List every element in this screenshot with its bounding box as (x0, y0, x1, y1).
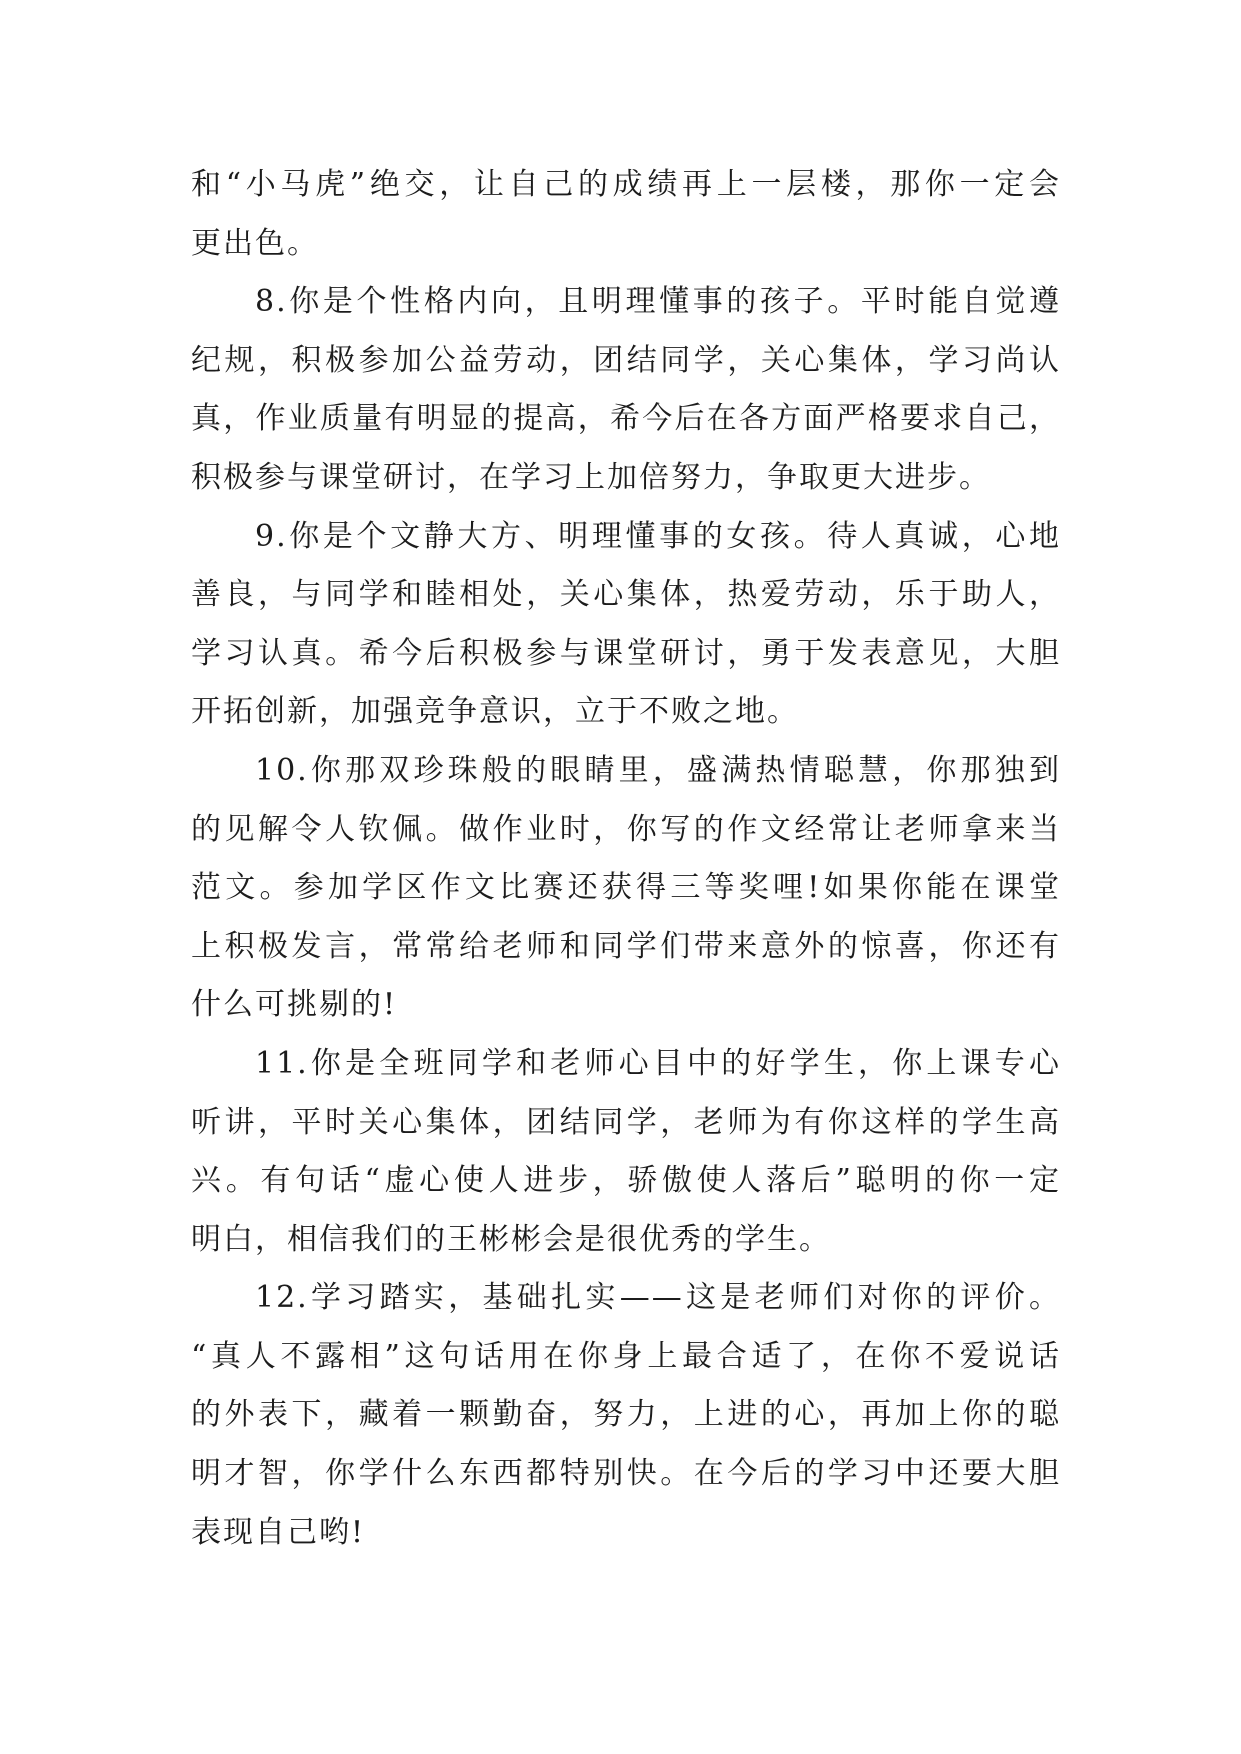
text-line: 善良，与同学和睦相处，关心集体，热爱劳动，乐于助人， (191, 577, 1061, 613)
text-line: 和“小马虎”绝交，让自己的成绩再上一层楼，那你一定会 (191, 167, 1061, 202)
text-line: 11.你是全班同学和老师心目中的好学生，你上课专心 (255, 1045, 1061, 1081)
text-line: 兴。有句话“虚心使人进步，骄傲使人落后”聪明的你一定 (191, 1163, 1061, 1199)
text-line: 开拓创新，加强竞争意识，立于不败之地。 (191, 694, 799, 730)
text-line: 什么可挑剔的! (191, 987, 398, 1023)
document-body (191, 156, 1061, 1562)
text-line: 9.你是个文静大方、明理懂事的女孩。待人真诚，心地 (255, 518, 1061, 554)
text-line: 范文。参加学区作文比赛还获得三等奖哩!如果你能在课堂 (191, 870, 1061, 906)
text-line: 纪规，积极参加公益劳动，团结同学，关心集体，学习尚认 (191, 342, 1061, 378)
text-line: 积极参与课堂研讨，在学习上加倍努力，争取更大进步。 (191, 459, 991, 495)
text-line: 听讲，平时关心集体，团结同学，老师为有你这样的学生高 (191, 1104, 1061, 1140)
paragraph-12 (191, 1269, 1061, 1562)
paragraph-10 (191, 742, 1061, 1035)
text-line: “真人不露相”这句话用在你身上最合适了，在你不爱说话 (191, 1338, 1061, 1374)
text-line: 上积极发言，常常给老师和同学们带来意外的惊喜，你还有 (191, 928, 1061, 964)
text-line: 的外表下，藏着一颗勤奋，努力，上进的心，再加上你的聪 (191, 1397, 1061, 1433)
text-line: 更出色。 (191, 225, 319, 261)
paragraph-11 (191, 1035, 1061, 1269)
text-line: 明才智，你学什么东西都特别快。在今后的学习中还要大胆 (191, 1456, 1061, 1492)
text-line: 12.学习踏实，基础扎实——这是老师们对你的评价。 (255, 1280, 1061, 1316)
text-line: 学习认真。希今后积极参与课堂研讨，勇于发表意见，大胆 (191, 635, 1061, 671)
text-line: 真，作业质量有明显的提高，希今后在各方面严格要求自己， (191, 401, 1061, 437)
text-line: 的见解令人钦佩。做作业时，你写的作文经常让老师拿来当 (191, 811, 1061, 847)
paragraph-9 (191, 508, 1061, 742)
paragraph-8 (191, 273, 1061, 507)
paragraph-continued (191, 156, 1061, 273)
text-line: 明白，相信我们的王彬彬会是很优秀的学生。 (191, 1221, 831, 1257)
text-line: 表现自己哟! (191, 1514, 366, 1550)
text-line: 8.你是个性格内向，且明理懂事的孩子。平时能自觉遵 (255, 284, 1061, 320)
text-line: 10.你那双珍珠般的眼睛里，盛满热情聪慧，你那独到 (255, 752, 1061, 788)
